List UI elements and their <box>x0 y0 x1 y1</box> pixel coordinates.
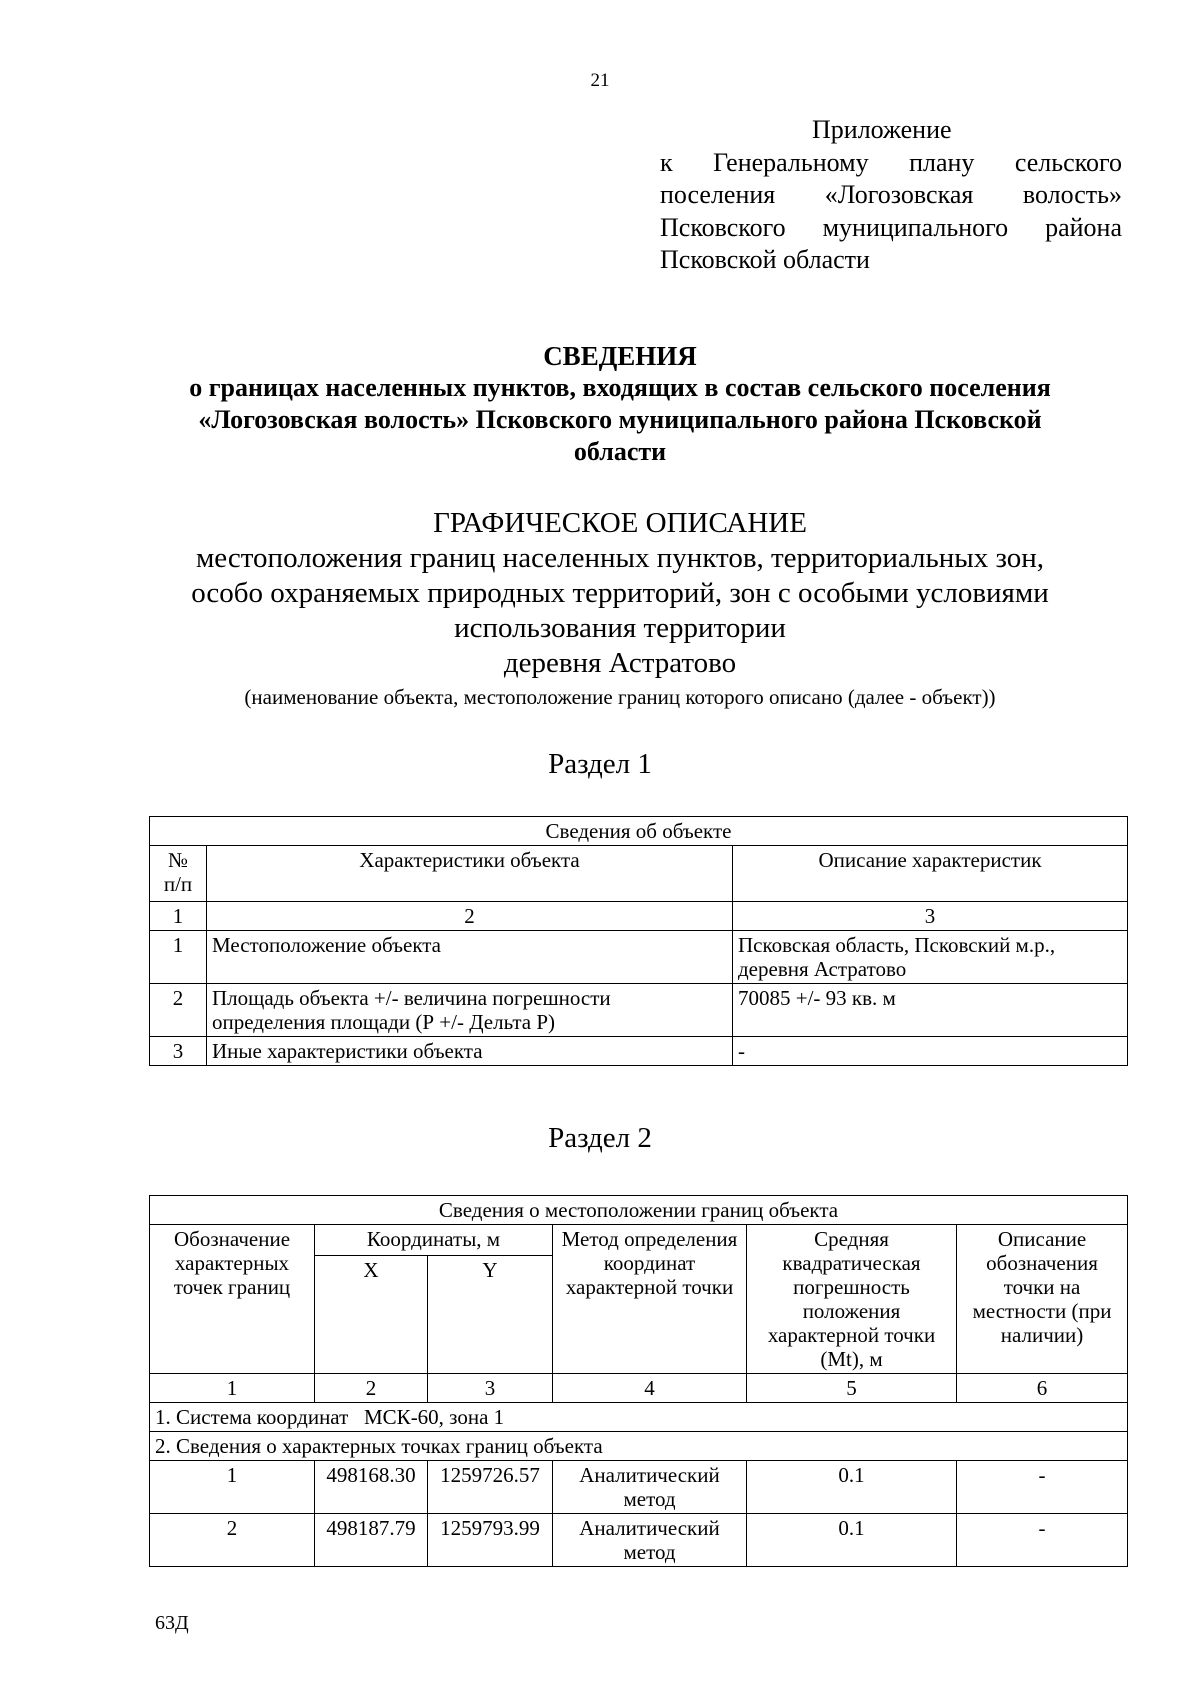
appendix-line-1: Приложение <box>812 115 952 144</box>
point-y: 1259726.57 <box>428 1461 553 1514</box>
heading-block <box>120 340 1120 468</box>
header-point-description: Описание обозначения точки на местности (при наличии) <box>957 1225 1128 1374</box>
header-y: Y <box>428 1256 553 1374</box>
heading-title: СВЕДЕНИЯ <box>543 341 697 371</box>
point-x: 498168.30 <box>315 1461 428 1514</box>
point-error: 0.1 <box>747 1461 957 1514</box>
header-x: X <box>315 1256 428 1374</box>
header-number: № п/п <box>150 846 207 902</box>
coordinate-system-row <box>150 1403 1128 1432</box>
row-characteristic: Местоположение объекта <box>207 931 733 984</box>
graphic-description-block <box>120 506 1120 713</box>
table-row <box>150 1461 1128 1514</box>
table-caption-row <box>150 1196 1128 1225</box>
point-method: Аналитический метод <box>553 1461 747 1514</box>
header-method: Метод определения координат характерной точки <box>553 1225 747 1374</box>
column-number: 3 <box>428 1374 553 1403</box>
header-coordinates: Координаты, м <box>315 1225 553 1256</box>
row-number: 3 <box>150 1037 207 1066</box>
point-description: - <box>957 1461 1128 1514</box>
row-number: 2 <box>150 984 207 1037</box>
table-header-row <box>150 1225 1128 1256</box>
row-characteristic: Иные характеристики объекта <box>207 1037 733 1066</box>
row-description: - <box>733 1037 1128 1066</box>
footer-code: 63Д <box>155 1612 189 1634</box>
table-row <box>150 984 1128 1037</box>
point-id: 1 <box>150 1461 315 1514</box>
appendix-line-5: Псковской области <box>660 245 870 274</box>
point-error: 0.1 <box>747 1514 957 1567</box>
heading-line-1: о границах населенных пунктов, входящих в состав сельского поселения <box>189 373 1051 402</box>
graphic-line-2: особо охраняемых природных территорий, зон с особыми условиями <box>191 577 1049 609</box>
graphic-line-1: местоположения границ населенных пунктов, территориальных зон, <box>195 542 1045 574</box>
graphic-line-3: использования территории <box>454 612 786 644</box>
header-characteristic: Характеристики объекта <box>207 846 733 902</box>
point-method: Аналитический метод <box>553 1514 747 1567</box>
heading-line-2: «Логозовская волость» Псковского муниципального района Псковской <box>198 405 1042 434</box>
section-1-title: Раздел 1 <box>548 748 652 780</box>
point-id: 2 <box>150 1514 315 1567</box>
boundary-points-table <box>149 1195 1128 1567</box>
column-number: 6 <box>957 1374 1128 1403</box>
graphic-title: ГРАФИЧЕСКОЕ ОПИСАНИЕ <box>433 507 807 539</box>
coordinate-system: 1. Система координат МСК-60, зона 1 <box>150 1403 1128 1432</box>
row-number: 1 <box>150 931 207 984</box>
appendix-line-3: поселения «Логозовская волость» <box>660 180 1122 209</box>
column-number: 1 <box>150 1374 315 1403</box>
table-row <box>150 1514 1128 1567</box>
column-number: 4 <box>553 1374 747 1403</box>
table-caption: Сведения об объекте <box>150 817 1128 846</box>
row-characteristic: Площадь объекта +/- величина погрешности определения площади (Р +/- Дельта Р) <box>207 984 733 1037</box>
table-caption-row <box>150 817 1128 846</box>
point-y: 1259793.99 <box>428 1514 553 1567</box>
header-point: Обозначение характерных точек границ <box>150 1225 315 1374</box>
row-description: Псковская область, Псковский м.р., деревня Астратово <box>733 931 1128 984</box>
heading-line-3: области <box>573 437 667 466</box>
header-error: Средняя квадратическая погрешность положения характерной точки (Mt), м <box>747 1225 957 1374</box>
column-number-row <box>150 1374 1128 1403</box>
object-note: (наименование объекта, местоположение границ которого описано (далее - объект)) <box>244 685 996 709</box>
appendix-line-4: Псковского муниципального района <box>660 212 1122 242</box>
header-description: Описание характеристик <box>733 846 1128 902</box>
column-number: 1 <box>150 902 207 931</box>
object-info-table <box>149 816 1128 1066</box>
table-row <box>150 1037 1128 1066</box>
points-caption: 2. Сведения о характерных точках границ объекта <box>150 1432 1128 1461</box>
appendix-line-2: к Генеральному плану сельского <box>660 147 1122 177</box>
table-header-row <box>150 846 1128 902</box>
column-number: 3 <box>733 902 1128 931</box>
column-number: 2 <box>315 1374 428 1403</box>
column-number: 2 <box>207 902 733 931</box>
column-number-row <box>150 902 1128 931</box>
page-number: 21 <box>590 70 610 91</box>
appendix-block <box>660 114 1122 277</box>
table-caption: Сведения о местоположении границ объекта <box>150 1196 1128 1225</box>
row-description: 70085 +/- 93 кв. м <box>733 984 1128 1037</box>
section-2-title: Раздел 2 <box>548 1122 652 1154</box>
table-row <box>150 931 1128 984</box>
point-description: - <box>957 1514 1128 1567</box>
column-number: 5 <box>747 1374 957 1403</box>
object-name: деревня Астратово <box>503 647 737 679</box>
points-caption-row <box>150 1432 1128 1461</box>
point-x: 498187.79 <box>315 1514 428 1567</box>
